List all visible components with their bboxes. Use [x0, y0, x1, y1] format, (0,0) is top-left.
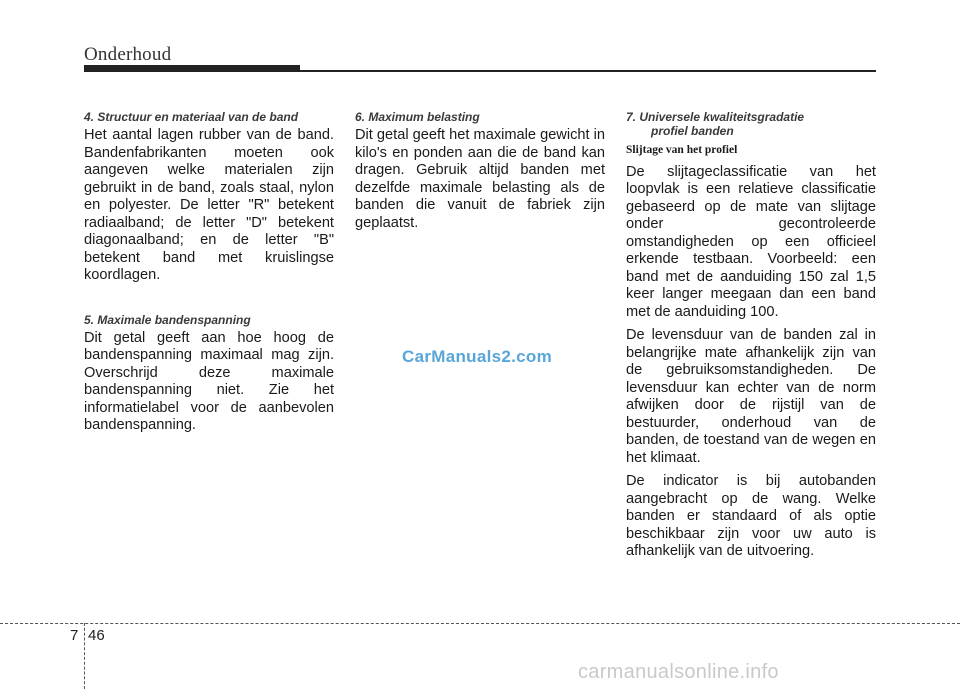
- section-5-heading: 5. Maximale bandenspanning: [84, 312, 251, 327]
- column-2: [355, 110, 605, 238]
- tread-wear-paragraph-1: De slijtageclassificatie van het loopvlak is een relatieve classificatie gebaseerd op de mate van slijtage onder gecontroleerde omstandigheden op een officieel erkende testbaan. Voorbeeld: een band met de aanduiding 150 zal 1,5 keer langer meegaan dan een band met de aanduiding 100.: [626, 163, 876, 320]
- section-4-heading: 4. Structuur en materiaal van de band: [84, 110, 299, 124]
- column-1: [84, 110, 334, 441]
- tread-wear-paragraph-3: De indicator is bij autobanden aangebracht op de wang. Welke banden er standaard of als optie beschikbaar zijn voor uw auto is afhankelijk van de uitvoering.: [626, 473, 876, 559]
- column-3: [626, 110, 876, 567]
- section-7-heading-line2: profiel banden: [651, 124, 734, 138]
- tread-wear-paragraph-2: De levensduur van de banden zal in belangrijke mate afhankelijk zijn van de gebruiksomstandigheden. De levensduur kan echter van de norm afwijken door de rijstijl van de bestuurder, onderhoud van de banden, de toestand van de wegen en het klimaat.: [626, 327, 876, 466]
- section-7-heading: [626, 110, 876, 138]
- footer-rule: [0, 623, 960, 624]
- section-5-body: Dit getal geeft aan hoe hoog de bandenspanning maximaal mag zijn. Overschrijd deze maximale bandenspanning niet. Zie het informatielabel voor de aanbevolen bandenspanning.: [84, 329, 334, 433]
- chapter-number: 7: [70, 627, 79, 644]
- carmanuals-watermark: CarManuals2.com: [402, 347, 552, 366]
- section-6-body: Dit getal geeft het maximale gewicht in kilo's en ponden aan die de band kan dragen. Gebruik altijd banden met dezelfde maximale belasting als de banden die vanuit de fabriek zijn geplaatst.: [355, 127, 605, 231]
- footer-divider: [84, 623, 85, 689]
- header-rule: [84, 70, 876, 72]
- site-watermark: carmanualsonline.info: [578, 661, 779, 683]
- tread-wear-subheading: Slijtage van het profiel: [626, 144, 738, 156]
- page-number: 46: [88, 627, 105, 644]
- section-6-heading: 6. Maximum belasting: [355, 110, 480, 124]
- page-header-title: Onderhoud: [84, 44, 172, 65]
- section-4-body: Het aantal lagen rubber van de band. Bandenfabrikanten moeten ook aangeven welke materialen zijn gebruikt in de band, zoals staal, nylon en polyester. De letter "R" betekent radiaalband; de letter "D" betekent diagonaalband; en de letter "B" betekent band met kruislingse koordlagen.: [84, 127, 334, 283]
- section-7-heading-line1: 7. Universele kwaliteitsgradatie: [626, 110, 805, 124]
